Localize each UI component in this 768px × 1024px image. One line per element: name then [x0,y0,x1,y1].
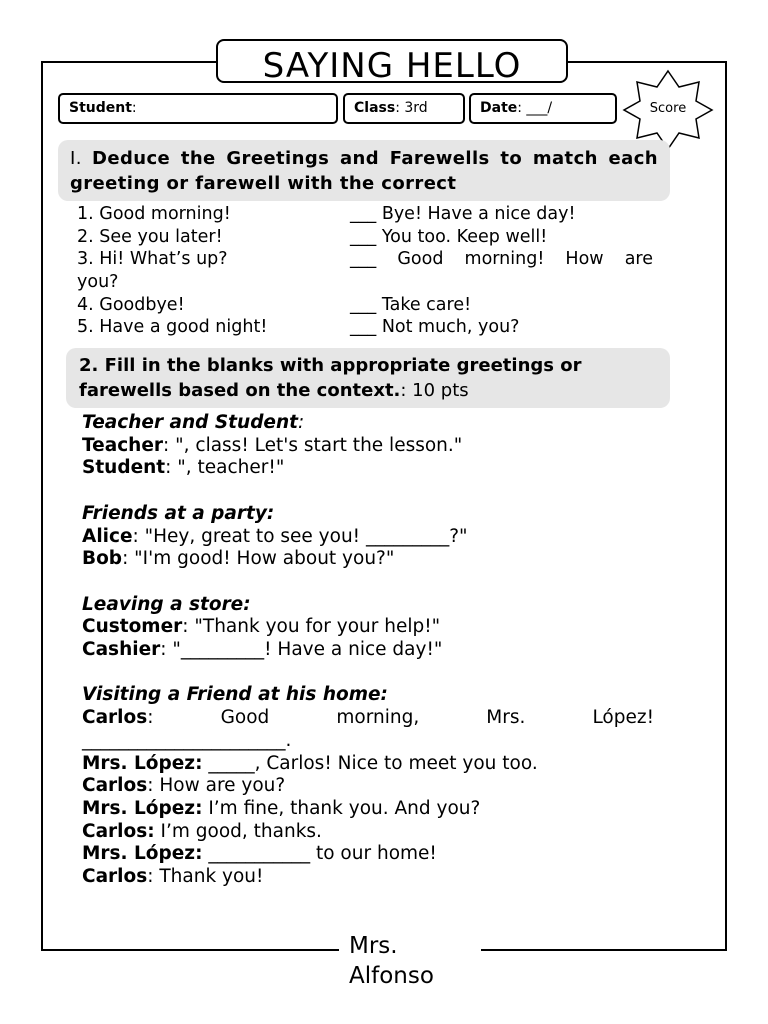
score-label: Score [649,101,687,116]
section-2-points: : 10 pts [400,380,469,401]
dialog-title: Teacher and Student [82,412,298,433]
dialog-line: _____, Carlos! Nice to meet you too. [202,752,538,774]
response-item: ___ Good morning! How are [350,249,653,270]
author-name: Mrs. Alfonso [349,933,434,989]
greeting-item: 4. Goodbye! [77,294,185,315]
speaker: Mrs. López: [82,843,203,865]
class-field[interactable] [343,93,465,124]
class-value: : 3rd [395,100,428,116]
page-title: SAYING HELLO [216,39,568,83]
dialog-line: : "Thank you for your help!" [182,616,441,638]
dialogs [82,412,654,889]
greeting-item: 1. Good morning! [77,204,231,224]
list-item [77,294,653,317]
speaker: Customer [82,616,183,638]
speaker: Carlos [82,775,148,797]
section-1-text: Deduce the Greetings and Farewells to match each greeting or farewell with the correct [70,148,658,194]
frame-bottom-line-left [41,949,339,951]
speaker: Alice [82,525,133,547]
dialog-line: : "_________! Have a nice day!" [160,639,443,660]
dialog-line: : ", teacher!" [165,457,285,479]
dialog-line: : "I'm good! How about you?" [122,548,395,570]
response-item: ___ You too. Keep well! [350,226,548,247]
dialog-line: I’m good, thanks. [154,820,322,842]
frame-bottom-line-right [481,949,727,951]
list-item [77,248,653,271]
dialog-line: I’m fine, thank you. And you? [202,797,481,819]
greeting-item-continued: you? [77,272,119,293]
list-item [77,271,653,294]
speaker: Mrs. López: [82,797,203,819]
speaker: Bob [82,548,123,570]
response-item: ___ Take care! [350,294,472,315]
student-label: Student [69,100,132,116]
matching-list [77,203,653,338]
greeting-item: 3. Hi! What’s up? [77,249,228,270]
speaker: Carlos [82,707,148,729]
response-item: ___ Bye! Have a nice day! [350,204,576,224]
greeting-item: 5. Have a good night! [77,317,268,338]
speaker: Cashier [82,639,161,660]
class-label: Class [354,100,396,116]
date-value: : ___/ [517,100,553,116]
greeting-item: 2. See you later! [77,226,223,247]
dialog-line: : ", class! Let's start the lesson." [163,434,463,456]
dialog-line-continued: ______________________. [82,729,292,751]
dialog-line: : Thank you! [147,866,264,888]
speaker: Teacher [82,434,164,456]
dialog-title: Visiting a Friend at his home: [82,684,388,706]
dialog-line: : How are you? [147,775,286,797]
speaker: Carlos [82,866,148,888]
speaker: Mrs. López: [82,752,203,774]
dialog-line: : "Hey, great to see you! _________?" [132,525,468,547]
list-item [77,226,653,249]
student-suffix: : [131,100,137,116]
section-1-number: I. [70,148,92,169]
section-1-instruction [58,140,670,201]
list-item [77,203,653,226]
section-2-instruction [66,348,670,408]
student-field[interactable] [58,93,338,124]
section-2-text: 2. Fill in the blanks with appropriate greetings or farewells based on the context. [79,355,582,401]
date-label: Date [480,100,518,116]
dialog-title-suffix: : [298,412,305,433]
dialog-title: Leaving a store: [82,593,251,615]
dialog-line: : Good morning, Mrs. López! [147,707,654,729]
dialog-line: ___________ to our home! [202,843,437,865]
date-field[interactable] [469,93,617,124]
speaker: Student [82,457,166,479]
list-item [77,316,653,339]
dialog-title: Friends at a party: [82,502,275,524]
response-item: ___ Not much, you? [350,317,520,338]
speaker: Carlos: [82,820,155,842]
